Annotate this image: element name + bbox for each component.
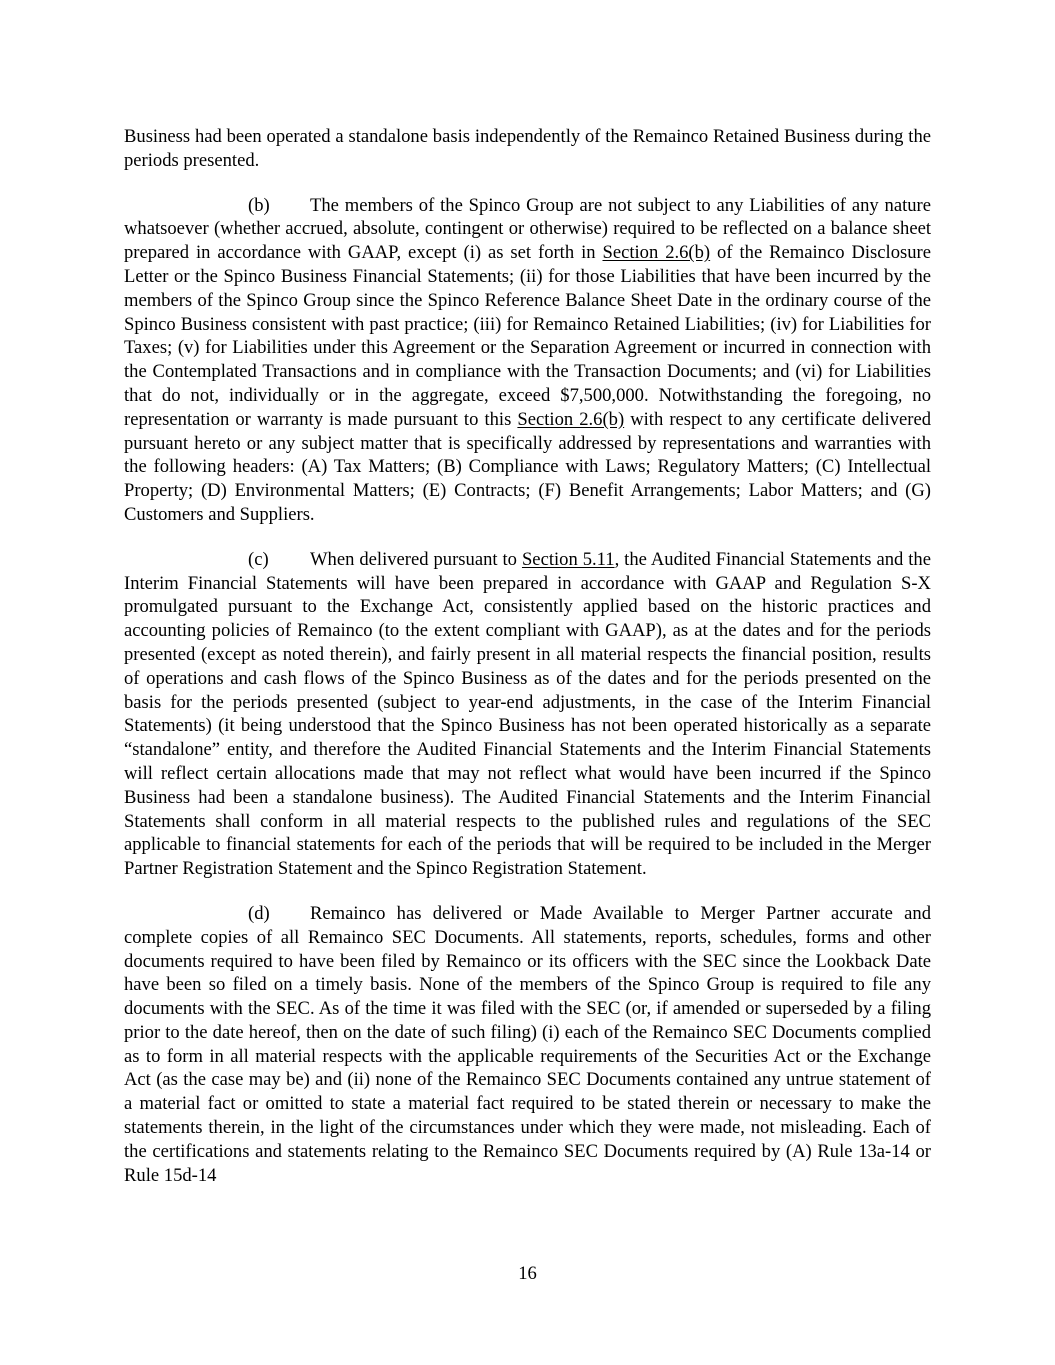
section-reference: Section 5.11 bbox=[521, 548, 615, 570]
paragraph-text: The members of the Spinco Group are not subject to any Liabilities of any nature whatsoever (whether accrued, absolute, contingent or otherwise) required to be reflected on a balance sheet prepared in accordance with GAAP, except (i) as set forth in bbox=[124, 194, 931, 264]
paragraph-text: of the Remainco Disclosure Letter or the Spinco Business Financial Statements; (ii) for those Liabilities that have been incurred by the members of the Spinco Group since the Spinco Reference Balance Sheet Date in the ordinary course of the Spinco Business consistent with past practice; (iii) for Remainco Retained Liabilities; (iv) for Liabilities for Taxes; (v) for Liabilities under this Agreement or the Separation Agreement or incurred in connection with the Contemplated Transactions and in compliance with the Transaction Documents; and (vi) for Liabilities that do not, individually or in the aggregate, exceed $7,500,000. Notwithstanding the foregoing, no representation or warranty is made pursuant to this bbox=[124, 242, 931, 430]
paragraph-d bbox=[124, 902, 931, 1188]
paragraph-text: Remainco has delivered or Made Available to Merger Partner accurate and complete copies of all Remainco SEC Documents. All statements, reports, schedules, forms and other documents required to have been filed by Remainco or its officers with the SEC since the Lookback Date have been so filed on a timely basis. None of the members of the Spinco Group is required to file any documents with the SEC. As of the time it was filed with the SEC (or, if amended or superseded by a filing prior to the date hereof, then on the date of such filing) (i) each of the Remainco SEC Documents complied as to form in all material respects with the applicable requirements of the Securities Act or the Exchange Act (as the case may be) and (ii) none of the Remainco SEC Documents contained any untrue statement of a material fact or omitted to state a material fact required to be stated therein or necessary to make the statements therein, in the light of the circumstances under which they were made, not misleading. Each of the certifications and statements relating to the Remainco SEC Documents required by (A) Rule 13a-14 or Rule 15d-14 bbox=[124, 902, 931, 1186]
section-reference: Section 2.6(b) bbox=[517, 408, 625, 430]
section-reference: Section 2.6(b) bbox=[602, 242, 711, 264]
document-body bbox=[124, 125, 931, 1208]
paragraph-text: When delivered pursuant to bbox=[310, 548, 522, 570]
paragraph-label: (d) bbox=[248, 902, 270, 924]
paragraph-a-continuation bbox=[124, 125, 931, 173]
paragraph-text: , the Audited Financial Statements and the Interim Financial Statements will have been prepared in accordance with GAAP and Regulation S-X promulgated pursuant to the Exchange Act, consistently applied based on the historic practices and accounting policies of Remainco (to the extent compliant with GAAP), as at the dates and for the periods presented (except as noted therein), and fairly present in all material respects the financial position, results of operations and cash flows of the Spinco Business as of the dates and for the periods presented on the basis for the periods presented (subject to year-end adjustments, in the case of the Interim Financial Statements) (it being understood that the Spinco Business has not been operated historically as a separate “standalone” entity, and therefore the Audited Financial Statements and the Interim Financial Statements will reflect certain allocations made that may not reflect what would have been incurred if the Spinco Business had been a standalone business). The Audited Financial Statements and the Interim Financial Statements shall conform in all material respects to the published rules and regulations of the SEC applicable to financial statements for each of the periods that will be required to be included in the Merger Partner Registration Statement and the Spinco Registration Statement. bbox=[124, 548, 931, 880]
paragraph-label: (b) bbox=[248, 194, 270, 216]
paragraph-text: with respect to any certificate delivered pursuant hereto or any subject matter that is specifically addressed by representations and warranties with the following headers: (A) Tax Matters; (B) Compliance with Laws; Regulatory Matters; (C) Intellectual Property; (D) Environmental Matters; (E) Contracts; (F) Benefit Arrangements; Labor Matters; and (G) Customers and Suppliers. bbox=[124, 408, 932, 525]
paragraph-text: Business had been operated a standalone basis independently of the Remainco Retained Business during the periods presented. bbox=[124, 126, 931, 171]
page-number: 16 bbox=[518, 1263, 537, 1284]
paragraph-b bbox=[124, 194, 931, 527]
paragraph-label: (c) bbox=[248, 548, 269, 570]
paragraph-c bbox=[124, 548, 931, 881]
